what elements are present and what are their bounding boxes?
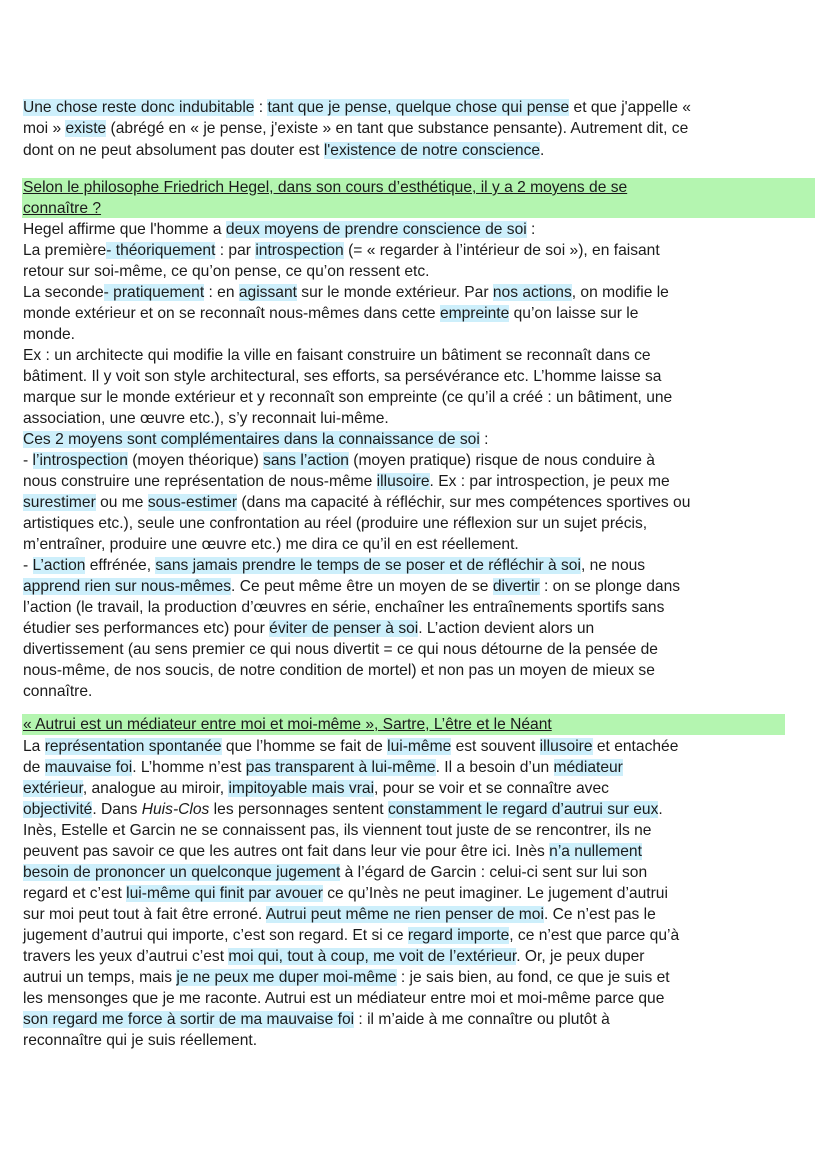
text-segment: dont on ne peut absolument pas douter est bbox=[23, 142, 324, 159]
text-line bbox=[23, 387, 672, 408]
text-segment: l’action (le travail, la production d’œuvres en série, enchaîner les entraînements sportifs sans bbox=[23, 599, 665, 616]
highlighted-text: deux moyens de prendre conscience de soi bbox=[225, 221, 527, 238]
text-segment: : je sais bien, au fond, ce que je suis et bbox=[396, 969, 670, 986]
text-segment: : en bbox=[204, 284, 239, 301]
text-line bbox=[23, 450, 655, 471]
highlighted-text: apprend rien sur nous-mêmes bbox=[23, 578, 232, 595]
text-segment: , analogue au miroir, bbox=[82, 780, 229, 797]
text-line bbox=[23, 408, 389, 429]
text-segment: nous-même, de nos soucis, de notre condition de mortel) et non pas un moyen de mieux se bbox=[23, 662, 655, 679]
text-segment: ou me bbox=[95, 494, 148, 511]
text-segment: . Ce n’est pas le bbox=[543, 906, 656, 923]
highlighted-text: objectivité bbox=[23, 801, 93, 818]
text-segment: , ne nous bbox=[580, 557, 646, 574]
text-line bbox=[23, 118, 688, 139]
text-segment: travers les yeux d’autrui c’est bbox=[23, 948, 229, 965]
text-line bbox=[23, 471, 670, 492]
text-segment: marque sur le monde extérieur et y reconnaît son empreinte (ce qu’il a créé : un bâtiment, une bbox=[23, 389, 673, 406]
text-segment: divertissement (au sens premier ce qui nous divertit = ce qui nous détourne de la pensée de bbox=[23, 641, 658, 658]
text-line bbox=[23, 261, 430, 282]
text-segment: connaître. bbox=[23, 683, 93, 700]
highlighted-text: extérieur bbox=[23, 780, 83, 797]
highlighted-text: lui-même bbox=[387, 738, 452, 755]
text-segment: : bbox=[526, 221, 536, 238]
text-segment: retour sur soi-même, ce qu’on pense, ce qu’on ressent etc. bbox=[23, 263, 430, 280]
text-segment: (moyen pratique) risque de nous conduire à bbox=[348, 452, 655, 469]
highlighted-text: illusoire bbox=[376, 473, 430, 490]
highlighted-text: sous-estimer bbox=[147, 494, 238, 511]
text-segment: . Il a besoin d’un bbox=[435, 759, 554, 776]
section-heading: « Autrui est un médiateur entre moi et moi-même », Sartre, L’être et le Néant bbox=[23, 716, 552, 733]
text-line bbox=[23, 513, 647, 534]
text-segment: monde. bbox=[23, 326, 76, 343]
text-line bbox=[23, 1009, 610, 1030]
text-line bbox=[23, 904, 656, 925]
text-line bbox=[23, 97, 691, 118]
text-segment: peuvent pas savoir ce que les autres ont fait dans leur vie pour être ici. Inès bbox=[23, 843, 550, 860]
text-line bbox=[23, 492, 690, 513]
text-segment: et que j'appelle « bbox=[569, 99, 691, 116]
text-segment: ce qu’Inès ne peut imaginer. Le jugement d’autrui bbox=[322, 885, 668, 902]
text-line bbox=[23, 757, 623, 778]
text-line bbox=[23, 366, 661, 387]
text-segment: - bbox=[23, 557, 33, 574]
text-segment: sur le monde extérieur. Par bbox=[296, 284, 493, 301]
text-segment: . L’action devient alors un bbox=[418, 620, 595, 637]
highlighted-text: divertir bbox=[492, 578, 540, 595]
text-segment: : par bbox=[215, 242, 256, 259]
text-segment: qu’on laisse sur le bbox=[509, 305, 639, 322]
highlighted-text: surestimer bbox=[23, 494, 96, 511]
text-segment: association, une œuvre etc.), s’y reconnait lui-même. bbox=[23, 410, 389, 427]
text-segment: autrui un temps, mais bbox=[23, 969, 177, 986]
text-segment: La seconde bbox=[23, 284, 104, 301]
text-line bbox=[23, 681, 92, 702]
text-segment: Huis-Clos bbox=[141, 801, 210, 818]
highlighted-text: illusoire bbox=[539, 738, 593, 755]
highlighted-text: moi qui, tout à coup, me voit de l’extérieur bbox=[228, 948, 517, 965]
text-segment: . bbox=[540, 142, 545, 159]
text-line bbox=[23, 345, 651, 366]
text-segment: . Or, je peux duper bbox=[516, 948, 645, 965]
text-line bbox=[23, 177, 627, 198]
text-segment: (moyen théorique) bbox=[127, 452, 264, 469]
text-line bbox=[23, 555, 645, 576]
text-line bbox=[23, 988, 664, 1009]
text-segment: Ex : un architecte qui modifie la ville en faisant construire un bâtiment se reconnaît dans ce bbox=[23, 347, 651, 364]
text-segment: (abrégé en « je pense, j'existe » en tant que substance pensante). Autrement dit, ce bbox=[106, 120, 689, 137]
highlighted-text: l'existence de notre conscience bbox=[323, 142, 541, 159]
text-segment: artistiques etc.), seule une confrontation au réel (produire une réflexion sur un sujet précis, bbox=[23, 515, 648, 532]
text-segment: à l’égard de Garcin : celui-ci sent sur lui son bbox=[340, 864, 648, 881]
text-segment: moi » bbox=[23, 120, 66, 137]
text-line bbox=[23, 778, 609, 799]
text-segment: La première bbox=[23, 242, 107, 259]
text-segment: - bbox=[23, 452, 33, 469]
text-line bbox=[23, 576, 680, 597]
text-segment: , ce n’est que parce qu’à bbox=[509, 927, 680, 944]
text-segment: : bbox=[254, 99, 268, 116]
highlighted-text: - pratiquement bbox=[103, 284, 205, 301]
highlighted-text: regard importe bbox=[407, 927, 510, 944]
highlighted-text: pas transparent à lui-même bbox=[245, 759, 436, 776]
text-segment: jugement d’autrui qui importe, c’est son regard. Et si ce bbox=[23, 927, 408, 944]
text-segment: monde extérieur et on se reconnaît nous-mêmes dans cette bbox=[23, 305, 440, 322]
text-segment: les personnages sentent bbox=[209, 801, 388, 818]
text-segment: Hegel affirme que l'homme a bbox=[23, 221, 226, 238]
highlighted-text: - théoriquement bbox=[106, 242, 216, 259]
text-line bbox=[23, 198, 101, 219]
highlighted-text: impitoyable mais vrai bbox=[228, 780, 375, 797]
text-line bbox=[23, 1030, 257, 1051]
highlighted-text: agissant bbox=[238, 284, 297, 301]
highlighted-text: L’action bbox=[32, 557, 86, 574]
text-line bbox=[23, 429, 488, 450]
highlighted-text: mauvaise foi bbox=[44, 759, 133, 776]
text-segment: que l’homme se fait de bbox=[221, 738, 388, 755]
text-segment: (dans ma capacité à réfléchir, sur mes compétences sportives ou bbox=[237, 494, 691, 511]
text-segment: nous construire une représentation de nous-même bbox=[23, 473, 377, 490]
highlighted-text: existe bbox=[65, 120, 107, 137]
highlighted-text: Une chose reste donc indubitable bbox=[23, 99, 255, 116]
highlighted-text: Autrui peut même ne rien penser de moi bbox=[265, 906, 544, 923]
text-line bbox=[23, 282, 669, 303]
text-segment: , on modifie le bbox=[571, 284, 669, 301]
highlighted-text: tant que je pense, quelque chose qui pense bbox=[267, 99, 570, 116]
text-segment: de bbox=[23, 759, 45, 776]
highlighted-text: constamment le regard d’autrui sur eux bbox=[387, 801, 659, 818]
highlighted-text: lui-même qui finit par avouer bbox=[126, 885, 323, 902]
highlighted-text: nos actions bbox=[492, 284, 572, 301]
text-segment: : on se plonge dans bbox=[539, 578, 681, 595]
text-segment: les mensonges que je me raconte. Autrui est un médiateur entre moi et moi-même parce que bbox=[23, 990, 665, 1007]
text-line bbox=[23, 946, 644, 967]
text-line bbox=[23, 736, 678, 757]
text-line bbox=[23, 639, 658, 660]
text-segment: m’entraîner, produire une œuvre etc.) me dira ce qu’il en est réellement. bbox=[23, 536, 519, 553]
text-segment: Inès, Estelle et Garcin ne se connaissent pas, ils viennent tout juste de se rencontrer, ils ne bbox=[23, 822, 652, 839]
text-segment: (= « regarder à l’intérieur de soi »), en faisant bbox=[343, 242, 660, 259]
text-line bbox=[23, 534, 519, 555]
text-line bbox=[23, 660, 655, 681]
highlighted-text: empreinte bbox=[439, 305, 510, 322]
highlighted-text: introspection bbox=[255, 242, 344, 259]
text-line bbox=[23, 324, 75, 345]
text-line bbox=[23, 925, 679, 946]
text-line bbox=[23, 820, 651, 841]
text-segment: . bbox=[658, 801, 663, 818]
text-segment: étudier ses performances etc) pour bbox=[23, 620, 270, 637]
text-segment: effrénée, bbox=[85, 557, 156, 574]
text-segment: : il m’aide à me connaître ou plutôt à bbox=[354, 1011, 610, 1028]
text-segment: sur moi peut tout à fait être erroné. bbox=[23, 906, 266, 923]
text-segment: . L’homme n’est bbox=[132, 759, 246, 776]
text-line bbox=[23, 967, 670, 988]
highlighted-text: sans jamais prendre le temps de se poser et de réfléchir à soi bbox=[155, 557, 581, 574]
text-line bbox=[23, 303, 638, 324]
text-line bbox=[23, 597, 664, 618]
text-line bbox=[23, 618, 594, 639]
highlighted-text: sans l’action bbox=[263, 452, 349, 469]
text-line bbox=[23, 219, 535, 240]
highlighted-text: n’a nullement bbox=[549, 843, 642, 860]
section-heading: Selon le philosophe Friedrich Hegel, dans son cours d’esthétique, il y a 2 moyens de se bbox=[23, 179, 628, 196]
text-segment: , pour se voir et se connaître avec bbox=[374, 780, 609, 797]
section-heading: connaître ? bbox=[23, 200, 102, 217]
text-segment: est souvent bbox=[451, 738, 540, 755]
text-segment: et entachée bbox=[592, 738, 679, 755]
text-segment: . Dans bbox=[92, 801, 142, 818]
text-line bbox=[23, 714, 552, 735]
text-line bbox=[23, 841, 642, 862]
text-segment: : bbox=[479, 431, 489, 448]
highlighted-text: besoin de prononcer un quelconque jugement bbox=[23, 864, 341, 881]
text-segment: regard et c’est bbox=[23, 885, 127, 902]
text-line bbox=[23, 240, 660, 261]
text-segment: . Ex : par introspection, je peux me bbox=[429, 473, 670, 490]
text-line bbox=[23, 140, 544, 161]
highlighted-text: représentation spontanée bbox=[44, 738, 222, 755]
highlighted-text: médiateur bbox=[553, 759, 623, 776]
text-segment: La bbox=[23, 738, 45, 755]
highlighted-text: son regard me force à sortir de ma mauvaise foi bbox=[23, 1011, 355, 1028]
text-line bbox=[23, 883, 668, 904]
text-line bbox=[23, 862, 647, 883]
text-segment: reconnaître qui je suis réellement. bbox=[23, 1032, 258, 1049]
text-segment: bâtiment. Il y voit son style architectural, ses efforts, sa persévérance etc. L’homme laisse sa bbox=[23, 368, 662, 385]
text-line bbox=[23, 799, 663, 820]
text-segment: . Ce peut même être un moyen de se bbox=[231, 578, 493, 595]
highlighted-text: je ne peux me duper moi-même bbox=[176, 969, 397, 986]
highlighted-text: Ces 2 moyens sont complémentaires dans la connaissance de soi bbox=[23, 431, 480, 448]
highlighted-text: éviter de penser à soi bbox=[269, 620, 419, 637]
highlighted-text: l’introspection bbox=[32, 452, 128, 469]
